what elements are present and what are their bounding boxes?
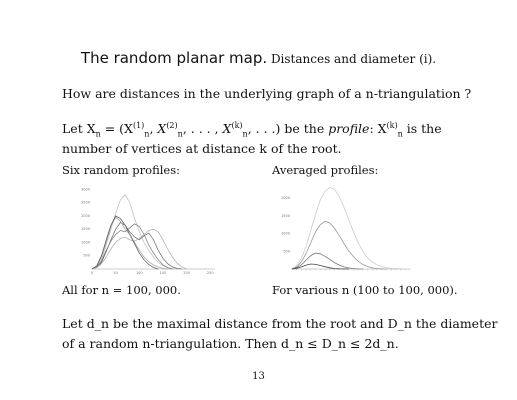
left-profile-line: [92, 229, 187, 269]
def-profile-word: profile: [328, 121, 370, 136]
slide-title: [0, 48, 517, 67]
profile-definition-line2: number of vertices at distance k of the root.: [62, 141, 342, 156]
left-y-tick: 500: [83, 253, 90, 258]
left-y-tick: 1500: [81, 227, 90, 232]
final-statement-line1: Let d_n be the maximal distance from the root and D_n the diameter: [62, 316, 498, 331]
six-random-profiles-chart: [80, 180, 220, 275]
left-y-tick: 2000: [81, 213, 90, 218]
right-chart-caption: Averaged profiles:: [272, 163, 379, 177]
question-text: How are distances in the underlying graph of a n-triangulation ?: [62, 86, 472, 101]
right-chart-bottom-caption: For various n (100 to 100, 000).: [272, 283, 458, 297]
right-averaged-line: [292, 264, 349, 269]
left-x-tick: 0: [90, 271, 94, 275]
averaged-profiles-chart: [280, 180, 415, 275]
right-y-tick: 500: [283, 249, 290, 254]
def-eq: = (X: [100, 121, 133, 136]
left-x-tick: 50: [113, 271, 118, 275]
left-y-tick: 2500: [81, 200, 90, 205]
left-chart-bottom-caption: All for n = 100, 000.: [62, 283, 181, 297]
def-be-the: be the: [280, 121, 329, 136]
left-x-tick: 100: [135, 271, 143, 275]
left-x-tick: 200: [183, 271, 190, 275]
title-main: The random planar map.: [80, 49, 268, 67]
right-y-tick: 1000: [281, 231, 290, 236]
left-y-tick: 3000: [81, 187, 90, 192]
final-statement-line2: of a random n-triangulation. Then d_n ≤ D_n ≤ 2d_n.: [62, 336, 399, 351]
title-sub: Distances and diameter (i).: [267, 52, 437, 66]
left-chart-caption: Six random profiles:: [62, 163, 181, 177]
left-profile-line: [92, 195, 177, 269]
left-y-tick: 1000: [81, 240, 90, 245]
def-colon-x: : X: [369, 121, 387, 136]
profile-definition: [62, 119, 492, 159]
final-statement: [62, 314, 498, 354]
def-let-x: Let X: [62, 121, 96, 136]
page-number: 13: [252, 371, 265, 382]
profile-definition-line1: Let $X_n = (X^{(1)}_n$, $X^{(2)}_n$, . . . , $X^{(k)}_n$, . . .) be the profile: $X^{(k)}_n$ is the: [62, 120, 442, 139]
left-x-tick: 250: [206, 271, 214, 275]
right-y-tick: 2000: [281, 196, 290, 201]
def-is-the: is the: [402, 121, 442, 136]
left-x-tick: 150: [159, 271, 167, 275]
right-y-tick: 1500: [281, 213, 290, 218]
